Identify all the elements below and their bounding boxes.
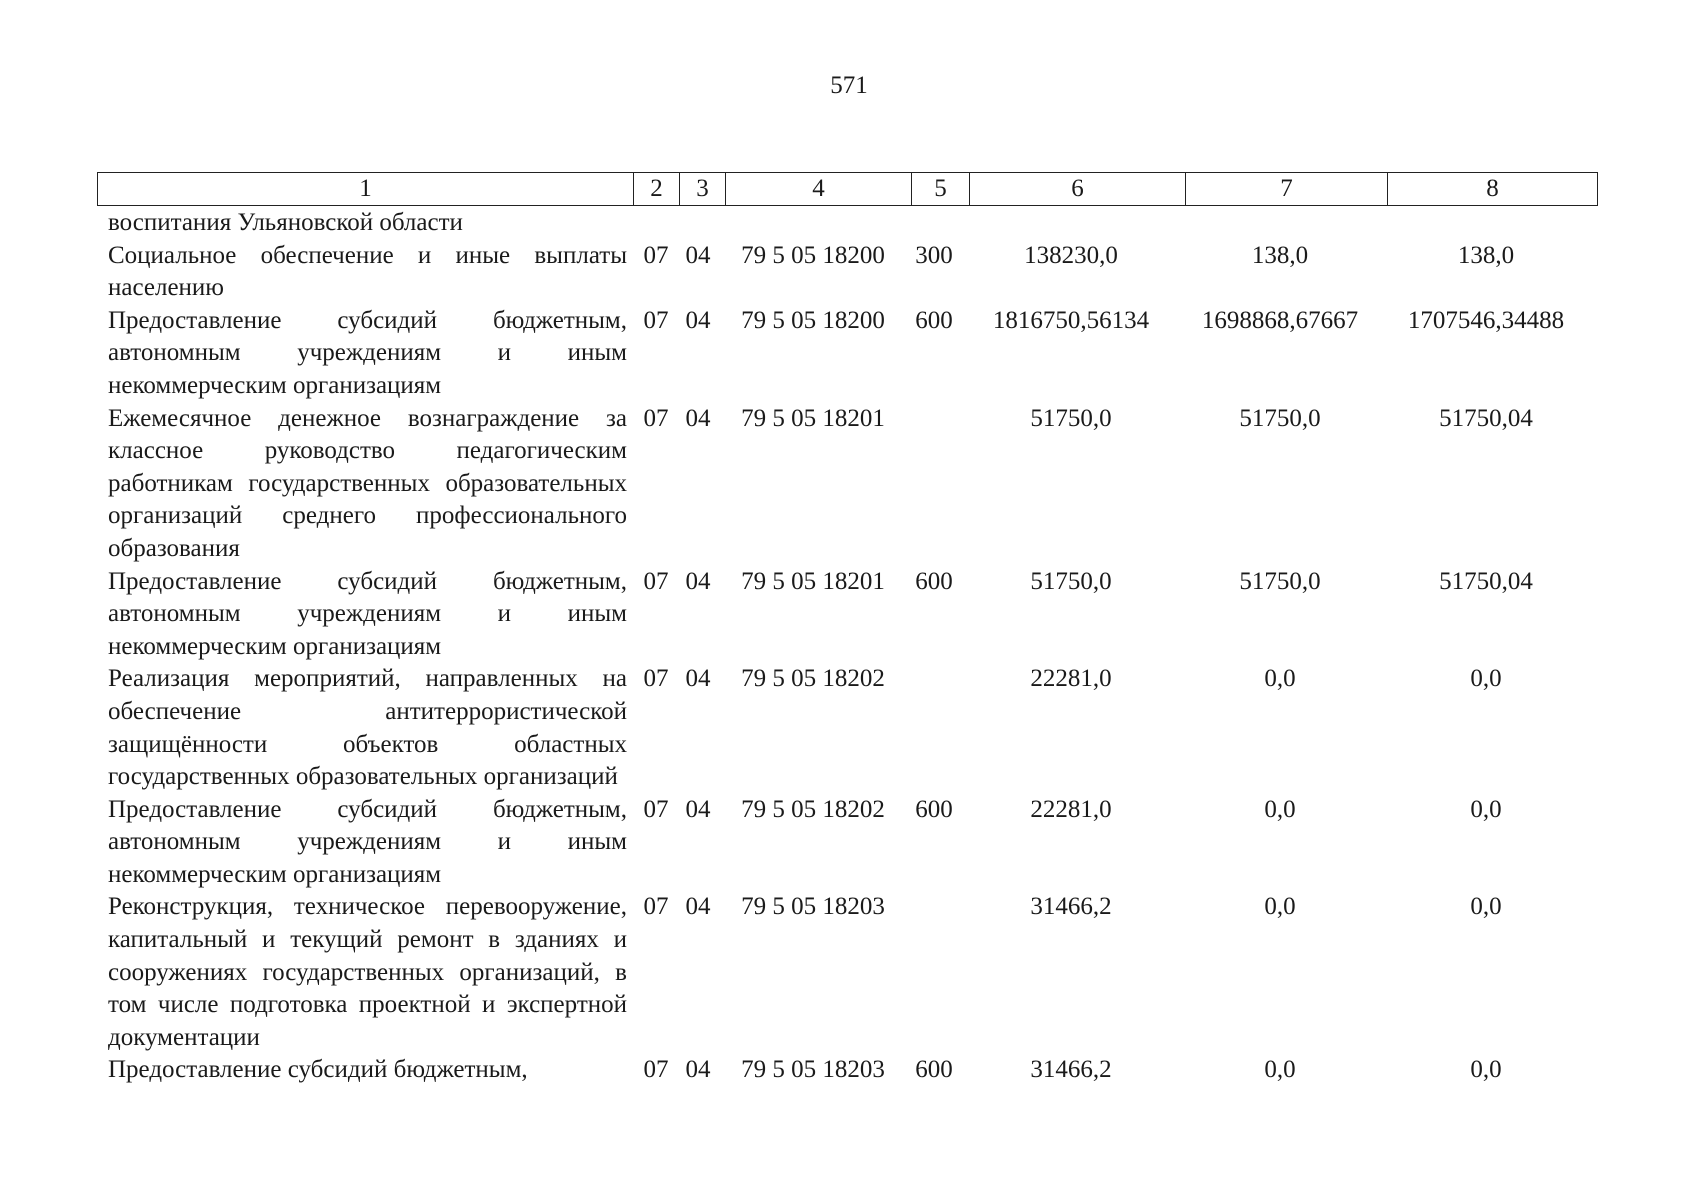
row-target-article <box>721 207 905 240</box>
row-amount-7: 1698868,67667 <box>1201 306 1359 334</box>
row-section: 07 <box>643 893 669 921</box>
row-section: 07 <box>643 1056 669 1084</box>
row-name: Ежемесячное денежное вознаграждение за классное руководство педагогическим работникам государственных образовательных организаций среднего профессионального образования <box>108 404 627 562</box>
row-target-article: 79 5 05 18200 <box>741 306 885 334</box>
row-amount-7: 0,0 <box>1264 893 1296 921</box>
row-expense-type <box>905 207 963 240</box>
row-amount-7: 51750,0 <box>1239 567 1321 595</box>
row-amount-6: 31466,2 <box>1030 893 1112 921</box>
row-target-article: 79 5 05 18202 <box>741 665 885 693</box>
table-row <box>97 240 1597 305</box>
row-target-article: 79 5 05 18201 <box>741 567 885 595</box>
table-row <box>97 891 1597 1054</box>
row-amount-6: 51750,0 <box>1030 404 1112 432</box>
header-cell-3: 3 <box>680 173 726 206</box>
row-amount-8: 0,0 <box>1470 795 1502 823</box>
row-amount-8: 0,0 <box>1470 893 1502 921</box>
row-amount-8: 51750,04 <box>1439 567 1533 595</box>
row-amount-6: 51750,0 <box>1030 567 1112 595</box>
row-expense-type: 600 <box>915 306 953 334</box>
row-subsection: 04 <box>685 306 711 334</box>
row-amount-7: 0,0 <box>1264 795 1296 823</box>
row-amount-7 <box>1179 207 1381 240</box>
row-expense-type: 300 <box>915 241 953 269</box>
row-amount-8 <box>1381 207 1591 240</box>
row-subsection: 04 <box>685 665 711 693</box>
table-row <box>97 305 1597 403</box>
row-section: 07 <box>643 306 669 334</box>
row-amount-6 <box>963 207 1179 240</box>
row-subsection: 04 <box>685 241 711 269</box>
row-section: 07 <box>643 795 669 823</box>
row-amount-6: 22281,0 <box>1030 795 1112 823</box>
row-section: 07 <box>643 404 669 432</box>
row-subsection <box>675 207 721 240</box>
row-subsection: 04 <box>685 795 711 823</box>
row-section: 07 <box>643 567 669 595</box>
row-amount-7: 51750,0 <box>1239 404 1321 432</box>
row-expense-type <box>905 663 963 793</box>
row-amount-8: 0,0 <box>1470 1056 1502 1084</box>
row-expense-type: 600 <box>915 795 953 823</box>
row-target-article: 79 5 05 18202 <box>741 795 885 823</box>
column-header-table <box>97 172 1598 206</box>
header-cell-1: 1 <box>98 173 634 206</box>
header-cell-2: 2 <box>634 173 680 206</box>
row-amount-7: 138,0 <box>1251 241 1309 269</box>
row-amount-6: 22281,0 <box>1030 665 1112 693</box>
row-amount-8: 51750,04 <box>1439 404 1533 432</box>
header-cell-5: 5 <box>912 173 970 206</box>
row-name: воспитания Ульяновской области <box>108 209 463 236</box>
row-amount-6: 31466,2 <box>1030 1056 1112 1084</box>
row-name: Предоставление субсидий бюджетным, автономным учреждениям и иным некоммерческим организациям <box>108 567 627 660</box>
row-amount-7: 0,0 <box>1264 665 1296 693</box>
header-cell-4: 4 <box>726 173 912 206</box>
table-row <box>97 794 1597 892</box>
row-subsection: 04 <box>685 404 711 432</box>
row-name: Предоставление субсидий бюджетным, автономным учреждениям и иным некоммерческим организациям <box>108 795 627 888</box>
row-expense-type: 600 <box>915 567 953 595</box>
header-cell-7: 7 <box>1186 173 1388 206</box>
row-amount-6: 138230,0 <box>1024 241 1118 269</box>
row-subsection: 04 <box>685 893 711 921</box>
row-amount-6: 1816750,56134 <box>992 306 1150 334</box>
row-target-article: 79 5 05 18200 <box>741 241 885 269</box>
row-section: 07 <box>643 665 669 693</box>
table-row <box>97 403 1597 566</box>
row-name: Социальное обеспечение и иные выплаты населению <box>108 241 627 302</box>
row-name: Предоставление субсидий бюджетным, <box>108 1056 528 1084</box>
header-cell-8: 8 <box>1388 173 1598 206</box>
header-cell-6: 6 <box>970 173 1186 206</box>
row-section <box>637 207 675 240</box>
row-expense-type <box>905 891 963 1054</box>
table-row <box>97 566 1597 664</box>
row-name: Предоставление субсидий бюджетным, автономным учреждениям и иным некоммерческим организациям <box>108 306 627 399</box>
row-amount-7: 0,0 <box>1264 1056 1296 1084</box>
row-name: Реконструкция, техническое перевооружение, капитальный и текущий ремонт в зданиях и сооружениях государственных организаций, в том числе подготовка проектной и экспертной документации <box>108 893 627 1051</box>
row-target-article: 79 5 05 18201 <box>741 404 885 432</box>
budget-rows <box>97 207 1597 1087</box>
row-amount-8: 138,0 <box>1457 241 1515 269</box>
row-expense-type: 600 <box>915 1056 953 1084</box>
table-row <box>97 207 1597 240</box>
header-row <box>98 173 1598 206</box>
row-target-article: 79 5 05 18203 <box>741 1056 885 1084</box>
table-row <box>97 1054 1597 1087</box>
row-amount-8: 0,0 <box>1470 665 1502 693</box>
row-section: 07 <box>643 241 669 269</box>
row-expense-type <box>905 403 963 566</box>
row-subsection: 04 <box>685 567 711 595</box>
row-name: Реализация мероприятий, направленных на обеспечение антитеррористической защищённости объектов областных государственных образовательных организаций <box>108 665 627 791</box>
page-number: 571 <box>830 72 868 99</box>
table-row <box>97 663 1597 793</box>
row-subsection: 04 <box>685 1056 711 1084</box>
row-target-article: 79 5 05 18203 <box>741 893 885 921</box>
row-amount-8: 1707546,34488 <box>1407 306 1565 334</box>
